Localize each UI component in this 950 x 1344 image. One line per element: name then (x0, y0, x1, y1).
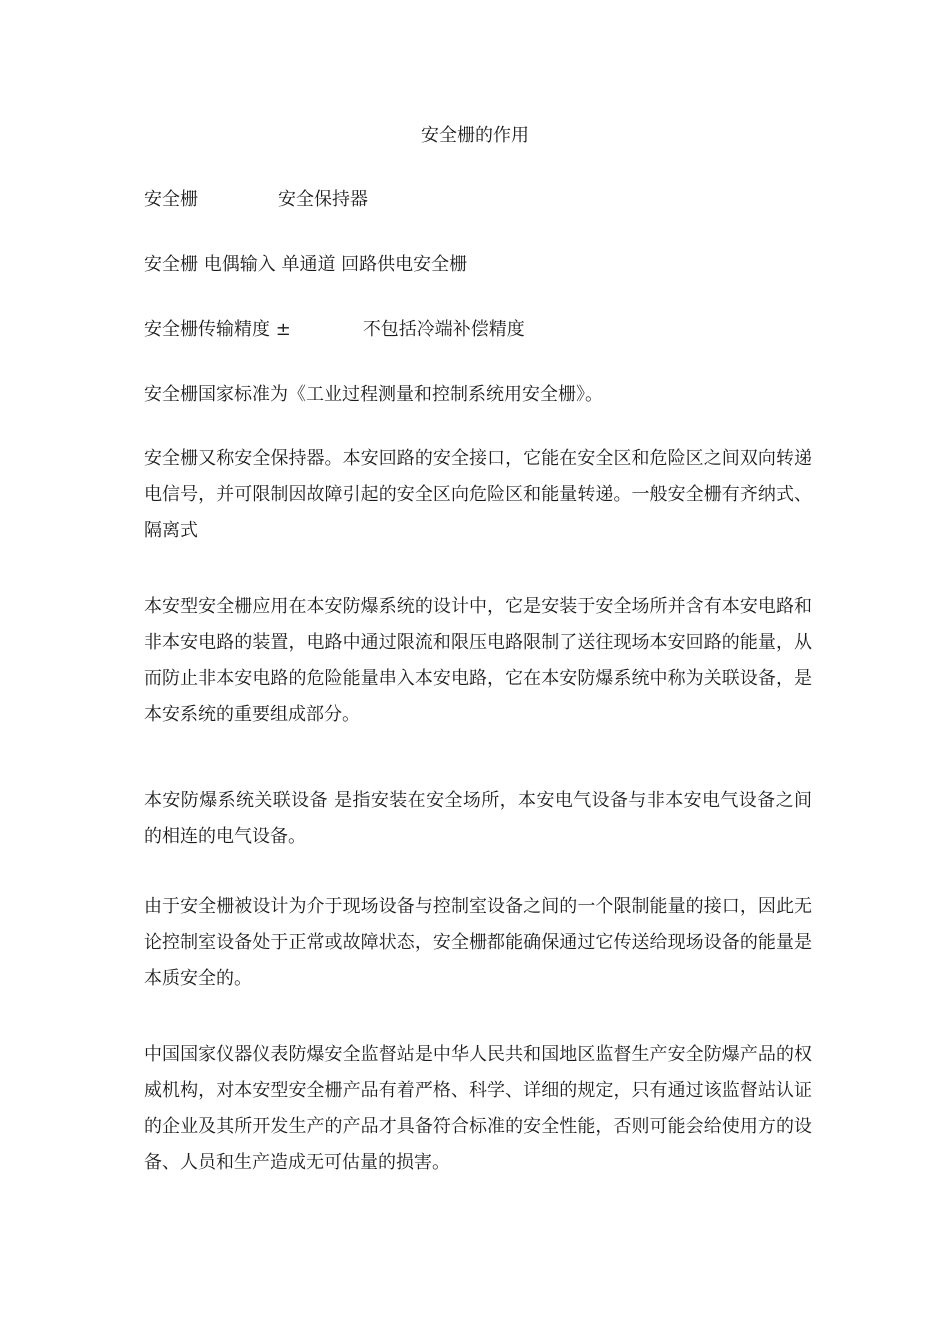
heading-line-2: 安全栅 电偶输入 单通道 回路供电安全栅 (144, 254, 468, 275)
heading-line-1 (144, 187, 824, 213)
line1-term: 安全栅 (144, 189, 198, 210)
line3-note: 不包括冷端补偿精度 (362, 319, 525, 340)
paragraph-associated-device: 本安防爆系统关联设备 是指安装在安全场所，本安电气设备与非本安电气设备之间的相连的电气设备。 (144, 790, 812, 847)
heading-line-3 (144, 317, 824, 343)
page-title: 安全栅的作用 (421, 125, 529, 146)
line3-accuracy: 安全栅传输精度 ± (144, 319, 291, 340)
line1-synonym: 安全保持器 (278, 189, 368, 210)
paragraph-authority: 中国国家仪器仪表防爆安全监督站是中华人民共和国地区监督生产安全防爆产品的权威机构，对本安型安全栅产品有着严格、科学、详细的规定，只有通过该监督站认证的企业及其所开发生产的产品才具备符合标准的安全性能，否则可能会给使用方的设备、人员和生产造成无可估量的损害。 (144, 1044, 812, 1173)
paragraph-interface: 由于安全栅被设计为介于现场设备与控制室设备之间的一个限制能量的接口，因此无论控制室设备处于正常或故障状态，安全栅都能确保通过它传送给现场设备的能量是本质安全的。 (144, 896, 812, 989)
standard-line: 安全栅国家标准为《工业过程测量和控制系统用安全栅》。 (144, 384, 603, 405)
paragraph-definition: 安全栅又称安全保持器。本安回路的安全接口，它能在安全区和危险区之间双向转递电信号，并可限制因故障引起的安全区向危险区和能量转递。一般安全栅有齐纳式、隔离式 (144, 448, 812, 541)
paragraph-application: 本安型安全栅应用在本安防爆系统的设计中，它是安装于安全场所并含有本安电路和非本安电路的装置，电路中通过限流和限压电路限制了送往现场本安回路的能量，从而防止非本安电路的危险能量串入本安电路，它在本安防爆系统中称为关联设备，是本安系统的重要组成部分。 (144, 596, 812, 725)
